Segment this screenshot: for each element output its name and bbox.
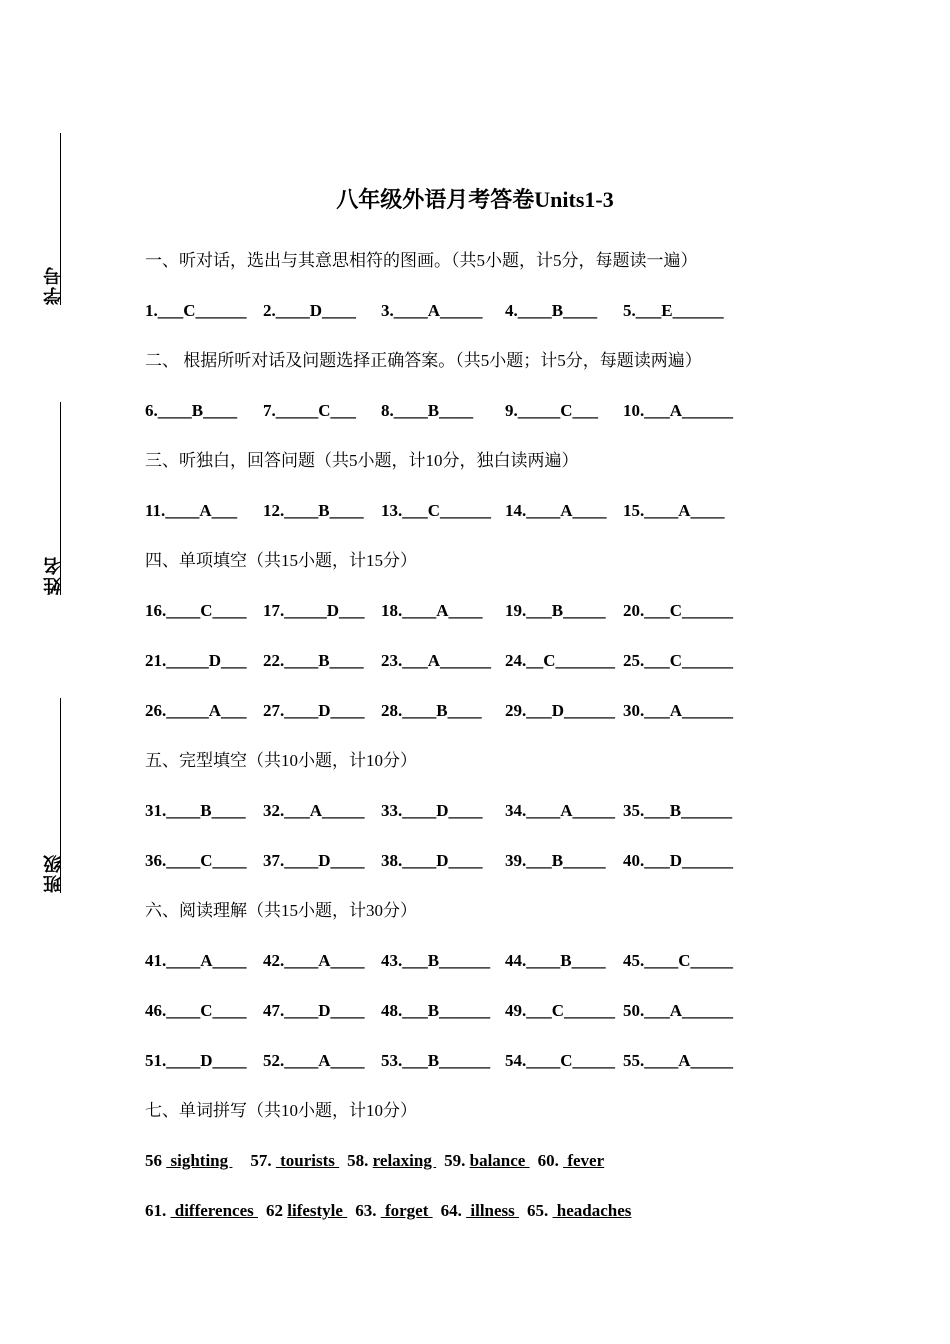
answer-value: ____D____: [284, 1001, 365, 1020]
answer-row: [145, 949, 925, 999]
answer-item: [381, 649, 505, 673]
name-label: 姓名: [43, 555, 63, 595]
answer-item: [505, 799, 623, 823]
answer-item: [623, 799, 743, 823]
answer-value: ____B____: [517, 301, 598, 320]
question-number: 31.: [145, 801, 167, 820]
answer-item: [505, 499, 623, 523]
question-number: 1.: [145, 301, 158, 320]
answer-value: _____C___: [275, 401, 357, 420]
spelling-word: balance: [469, 1151, 530, 1170]
answer-item: [381, 999, 505, 1023]
answer-item: [623, 1049, 743, 1073]
section-heading: 五、完型填空（共10小题，计10分）: [145, 751, 417, 770]
answer-value: ____A_____: [526, 801, 616, 820]
spelling-item: [527, 1201, 631, 1220]
answer-item: [381, 399, 505, 423]
question-number: 33.: [381, 801, 403, 820]
question-number: 9.: [505, 401, 518, 420]
answer-item: [623, 599, 743, 623]
question-number: 25.: [623, 651, 645, 670]
answer-value: ___A______: [644, 1001, 734, 1020]
question-number: 27.: [263, 701, 285, 720]
question-number: 60.: [537, 1151, 559, 1170]
question-number: 53.: [381, 1051, 403, 1070]
answer-value: ____C____: [166, 851, 247, 870]
question-number: 51.: [145, 1051, 167, 1070]
answer-value: ____A_____: [393, 301, 483, 320]
page-title: 八年级外语月考答卷Units1-3: [336, 187, 614, 212]
answer-item: [145, 799, 263, 823]
question-number: 55.: [623, 1051, 645, 1070]
question-number: 11.: [145, 501, 166, 520]
question-number: 2.: [263, 301, 276, 320]
answer-row: [145, 849, 925, 899]
question-number: 30.: [623, 701, 645, 720]
answer-value: ___C______: [402, 501, 492, 520]
question-number: 7.: [263, 401, 276, 420]
answer-item: [263, 849, 381, 873]
answer-item: [145, 599, 263, 623]
answer-item: [263, 649, 381, 673]
answer-value: ___B______: [402, 1051, 491, 1070]
question-number: 29.: [505, 701, 527, 720]
answer-value: ____B____: [393, 401, 474, 420]
section-heading: 三、听独白，回答问题（共5小题，计10分，独白读两遍）: [145, 451, 579, 470]
answer-item: [381, 1049, 505, 1073]
answer-item: [145, 949, 263, 973]
answer-value: ____B____: [157, 401, 238, 420]
answer-row: [145, 999, 925, 1049]
answer-value: _____C___: [517, 401, 599, 420]
answer-item: [505, 299, 623, 323]
answer-item: [381, 499, 505, 523]
question-number: 47.: [263, 1001, 285, 1020]
answer-value: ___C______: [644, 601, 734, 620]
question-number: 17.: [263, 601, 285, 620]
question-number: 12.: [263, 501, 285, 520]
class-field: [42, 698, 64, 893]
answer-value: ____A____: [644, 501, 725, 520]
answer-item: [263, 949, 381, 973]
answer-value: ____D____: [275, 301, 357, 320]
answer-row: [145, 699, 925, 749]
question-number: 46.: [145, 1001, 167, 1020]
answer-value: ____C____: [166, 601, 247, 620]
answer-value: ____B____: [166, 801, 246, 820]
spelling-word: illness: [466, 1201, 520, 1220]
answer-value: ___B_____: [526, 601, 606, 620]
answer-row: [145, 299, 925, 349]
answer-value: ____C____: [166, 1001, 247, 1020]
question-number: 63.: [355, 1201, 377, 1220]
answer-item: [145, 649, 263, 673]
question-number: 15.: [623, 501, 645, 520]
answer-item: [623, 849, 743, 873]
answer-value: ____A____: [284, 951, 365, 970]
spelling-item: [250, 1151, 339, 1170]
question-number: 41.: [145, 951, 167, 970]
question-number: 57.: [250, 1151, 272, 1170]
question-number: 14.: [505, 501, 527, 520]
question-number: 59.: [444, 1151, 466, 1170]
spelling-item: [538, 1151, 605, 1170]
spelling-item: [266, 1201, 347, 1220]
spelling-item: [441, 1201, 519, 1220]
answer-value: ____D____: [284, 701, 365, 720]
answer-value: ___D______: [526, 701, 616, 720]
question-number: 39.: [505, 851, 527, 870]
spelling-word: fever: [563, 1151, 605, 1170]
answer-item: [145, 499, 263, 523]
section-heading: 一、听对话，选出与其意思相符的图画。（共5小题，计5分，每题读一遍）: [145, 251, 698, 270]
answer-value: ___A______: [644, 401, 734, 420]
spelling-row: [145, 1199, 925, 1249]
answer-value: ___D______: [644, 851, 734, 870]
section-heading: 二、 根据所听对话及问题选择正确答案。（共5小题；计5分，每题读两遍）: [145, 351, 702, 370]
answer-item: [623, 499, 743, 523]
answer-item: [381, 299, 505, 323]
answer-item: [263, 699, 381, 723]
answer-sheet: [145, 249, 925, 1249]
question-number: 45.: [623, 951, 645, 970]
answer-value: ___A_____: [284, 801, 365, 820]
answer-item: [145, 999, 263, 1023]
question-number: 56: [145, 1151, 162, 1170]
question-number: 65.: [527, 1201, 549, 1220]
spelling-word: sighting: [166, 1151, 233, 1170]
question-number: 10.: [623, 401, 645, 420]
question-number: 28.: [381, 701, 403, 720]
question-number: 32.: [263, 801, 285, 820]
class-label: 班级: [43, 853, 63, 893]
answer-value: ___B______: [402, 1001, 491, 1020]
answer-value: ___B______: [644, 801, 733, 820]
answer-value: ____D____: [166, 1051, 247, 1070]
answer-item: [263, 599, 381, 623]
answer-value: _____D___: [166, 651, 247, 670]
answer-item: [505, 999, 623, 1023]
section-heading: 六、阅读理解（共15小题，计30分）: [145, 901, 417, 920]
answer-item: [505, 649, 623, 673]
answer-item: [381, 699, 505, 723]
question-number: 64.: [440, 1201, 462, 1220]
answer-value: __C_______: [526, 651, 616, 670]
question-number: 58.: [347, 1151, 369, 1170]
question-number: 23.: [381, 651, 403, 670]
name-field: [42, 402, 64, 595]
question-number: 26.: [145, 701, 167, 720]
answer-item: [381, 949, 505, 973]
answer-row: [145, 649, 925, 699]
answer-value: ___A______: [402, 651, 492, 670]
question-number: 49.: [505, 1001, 527, 1020]
answer-value: ____A___: [165, 501, 238, 520]
spelling-word: headaches: [552, 1201, 632, 1220]
question-number: 37.: [263, 851, 285, 870]
question-number: 54.: [505, 1051, 527, 1070]
spelling-word: tourists: [275, 1151, 340, 1170]
question-number: 18.: [381, 601, 403, 620]
answer-value: ____B____: [402, 701, 482, 720]
question-number: 42.: [263, 951, 285, 970]
answer-value: ____C_____: [526, 1051, 616, 1070]
answer-value: ____D____: [284, 851, 365, 870]
question-number: 4.: [505, 301, 518, 320]
question-number: 3.: [381, 301, 394, 320]
answer-item: [381, 799, 505, 823]
spelling-word: relaxing: [372, 1151, 437, 1170]
answer-value: ___C______: [157, 301, 247, 320]
answer-value: ____C_____: [644, 951, 734, 970]
answer-item: [263, 499, 381, 523]
question-number: 13.: [381, 501, 403, 520]
answer-item: [263, 1049, 381, 1073]
question-number: 52.: [263, 1051, 285, 1070]
answer-item: [145, 299, 263, 323]
answer-item: [505, 599, 623, 623]
answer-value: ____A____: [284, 1051, 365, 1070]
answer-item: [623, 649, 743, 673]
answer-item: [505, 399, 623, 423]
answer-item: [623, 699, 743, 723]
answer-item: [145, 699, 263, 723]
spelling-item: [145, 1151, 232, 1170]
answer-value: _____D___: [284, 601, 365, 620]
answer-value: ___E______: [635, 301, 724, 320]
answer-value: ___B_____: [526, 851, 606, 870]
answer-item: [623, 949, 743, 973]
spelling-item: [145, 1201, 258, 1220]
answer-item: [145, 849, 263, 873]
spelling-word: forget: [380, 1201, 433, 1220]
answer-value: ____D____: [402, 801, 483, 820]
question-number: 38.: [381, 851, 403, 870]
question-number: 19.: [505, 601, 527, 620]
question-number: 48.: [381, 1001, 403, 1020]
spelling-item: [355, 1201, 432, 1220]
student-no-label: 学号: [43, 265, 63, 305]
answer-value: ____B____: [284, 651, 364, 670]
section-heading: 七、单词拼写（共10小题，计10分）: [145, 1101, 417, 1120]
answer-value: ___C______: [526, 1001, 616, 1020]
answer-item: [263, 299, 381, 323]
question-number: 6.: [145, 401, 158, 420]
question-number: 21.: [145, 651, 167, 670]
answer-value: ____D____: [402, 851, 483, 870]
answer-item: [263, 399, 381, 423]
spelling-row: [145, 1149, 925, 1199]
question-number: 20.: [623, 601, 645, 620]
question-number: 40.: [623, 851, 645, 870]
answer-value: ____B____: [284, 501, 364, 520]
answer-value: ___C______: [644, 651, 734, 670]
answer-value: ____A____: [166, 951, 247, 970]
answer-item: [623, 399, 743, 423]
answer-row: [145, 499, 925, 549]
answer-value: ___A______: [644, 701, 734, 720]
answer-value: ____B____: [526, 951, 606, 970]
answer-value: ____A_____: [644, 1051, 734, 1070]
answer-item: [145, 1049, 263, 1073]
answer-value: _____A___: [166, 701, 247, 720]
question-number: 43.: [381, 951, 403, 970]
question-number: 44.: [505, 951, 527, 970]
answer-value: ___B______: [402, 951, 491, 970]
answer-row: [145, 1049, 925, 1099]
answer-item: [145, 399, 263, 423]
question-number: 24.: [505, 651, 527, 670]
answer-row: [145, 799, 925, 849]
answer-row: [145, 599, 925, 649]
answer-item: [505, 949, 623, 973]
section-heading: 四、单项填空（共15小题，计15分）: [145, 551, 417, 570]
question-number: 5.: [623, 301, 636, 320]
answer-item: [263, 999, 381, 1023]
spelling-item: [347, 1151, 436, 1170]
spelling-word: lifestyle: [287, 1201, 348, 1220]
answer-item: [381, 599, 505, 623]
question-number: 34.: [505, 801, 527, 820]
question-number: 61.: [145, 1201, 167, 1220]
question-number: 36.: [145, 851, 167, 870]
student-no-field: [42, 133, 64, 305]
answer-item: [623, 999, 743, 1023]
answer-value: ____A____: [402, 601, 483, 620]
question-number: 50.: [623, 1001, 645, 1020]
question-number: 8.: [381, 401, 394, 420]
answer-item: [505, 849, 623, 873]
question-number: 62: [266, 1201, 283, 1220]
spelling-item: [444, 1151, 529, 1170]
answer-item: [505, 699, 623, 723]
question-number: 22.: [263, 651, 285, 670]
answer-item: [623, 299, 743, 323]
question-number: 35.: [623, 801, 645, 820]
answer-row: [145, 399, 925, 449]
answer-value: ____A____: [526, 501, 607, 520]
question-number: 16.: [145, 601, 167, 620]
answer-item: [263, 799, 381, 823]
spelling-word: differences: [170, 1201, 258, 1220]
answer-item: [505, 1049, 623, 1073]
answer-item: [381, 849, 505, 873]
